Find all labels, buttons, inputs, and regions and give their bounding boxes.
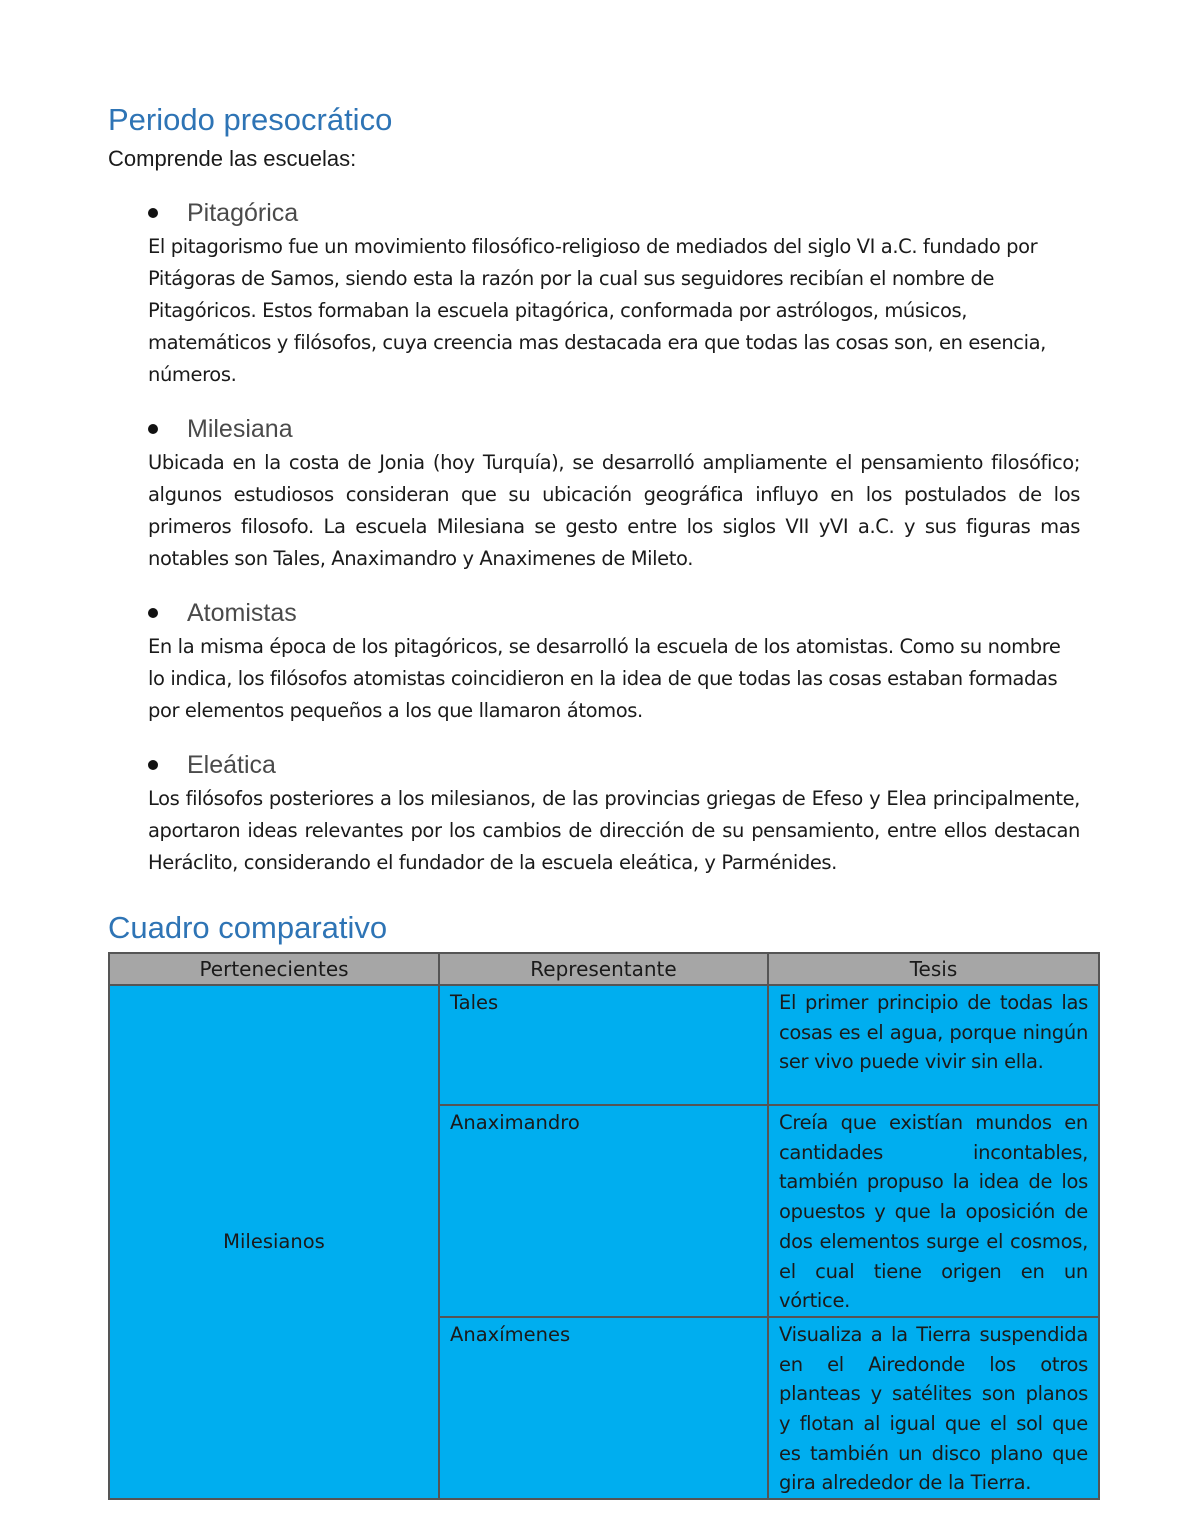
school-section-milesiana xyxy=(148,411,1080,575)
school-title: Milesiana xyxy=(187,415,293,443)
school-description: Los filósofos posteriores a los milesianos, de las provincias griegas de Efeso y Elea principalmente, aportaron ideas relevantes por los cambios de dirección de su pensamiento, entre ellos destacan Heráclito, considerando el fundador de la escuela eleática, y Parménides. xyxy=(148,787,1080,874)
school-title: Pitagórica xyxy=(187,199,299,227)
school-description: El pitagorismo fue un movimiento filosófico-religioso de mediados del siglo VI a.C. fundado por Pitágoras de Samos, siendo esta la razón por la cual sus seguidores recibían el nombre de Pitagóricos. Estos formaban la escuela pitagórica, conformada por astrólogos, músicos, matemáticos y filósofos, cuya creencia mas destacada era que todas las cosas son, en esencia, números. xyxy=(148,235,1046,386)
section-heading-comparison: Cuadro comparativo xyxy=(108,910,388,945)
bullet-icon xyxy=(148,608,158,618)
school-section-eleatica xyxy=(148,747,1080,879)
tesis-cell: Creía que existían mundos en cantidades incontables, también propuso la idea de los opuestos y que la oposición de dos elementos surge el cosmos, el cual tiene origen en un vórtice. xyxy=(768,1105,1099,1317)
table-row xyxy=(109,985,1099,1105)
header-tesis: Tesis xyxy=(768,953,1099,985)
comparison-table xyxy=(108,952,1100,1500)
header-representante: Representante xyxy=(439,953,768,985)
school-section-pitagorica xyxy=(148,195,1080,391)
representante-cell: Anaxímenes xyxy=(439,1317,768,1499)
school-heading xyxy=(148,595,1080,631)
representante-cell: Anaximandro xyxy=(439,1105,768,1317)
bullet-icon xyxy=(148,760,158,770)
bullet-icon xyxy=(148,208,158,218)
school-title: Atomistas xyxy=(187,599,297,627)
tesis-cell: El primer principio de todas las cosas es el agua, porque ningún ser vivo puede vivir sin ella. xyxy=(768,985,1099,1105)
intro-text: Comprende las escuelas: xyxy=(108,146,357,171)
school-section-atomistas xyxy=(148,595,1080,727)
school-description: En la misma época de los pitagóricos, se desarrolló la escuela de los atomistas. Como su nombre lo indica, los filósofos atomistas coincidieron en la idea de que todas las cosas estaban formadas por elementos pequeños a los que llamaron átomos. xyxy=(148,635,1061,722)
section-heading-presocratic: Periodo presocrático xyxy=(108,102,393,137)
school-description: Ubicada en la costa de Jonia (hoy Turquía), se desarrolló ampliamente el pensamiento filosófico; algunos estudiosos consideran que su ubicación geográfica influyo en los postulados de los primeros filosofo. La escuela Milesiana se gesto entre los siglos VII yVI a.C. y sus figuras mas notables son Tales, Anaximandro y Anaximenes de Mileto. xyxy=(148,451,1080,570)
group-cell: Milesianos xyxy=(109,985,439,1499)
table-header-row xyxy=(109,953,1099,985)
school-heading xyxy=(148,747,1080,783)
school-heading xyxy=(148,195,1080,231)
bullet-icon xyxy=(148,424,158,434)
school-heading xyxy=(148,411,1080,447)
header-pertenecientes: Pertenecientes xyxy=(109,953,439,985)
representante-cell: Tales xyxy=(439,985,768,1105)
school-title: Eleática xyxy=(187,751,276,779)
tesis-cell: Visualiza a la Tierra suspendida en el Airedonde los otros planteas y satélites son planos y flotan al igual que el sol que es también un disco plano que gira alrededor de la Tierra. xyxy=(768,1317,1099,1499)
